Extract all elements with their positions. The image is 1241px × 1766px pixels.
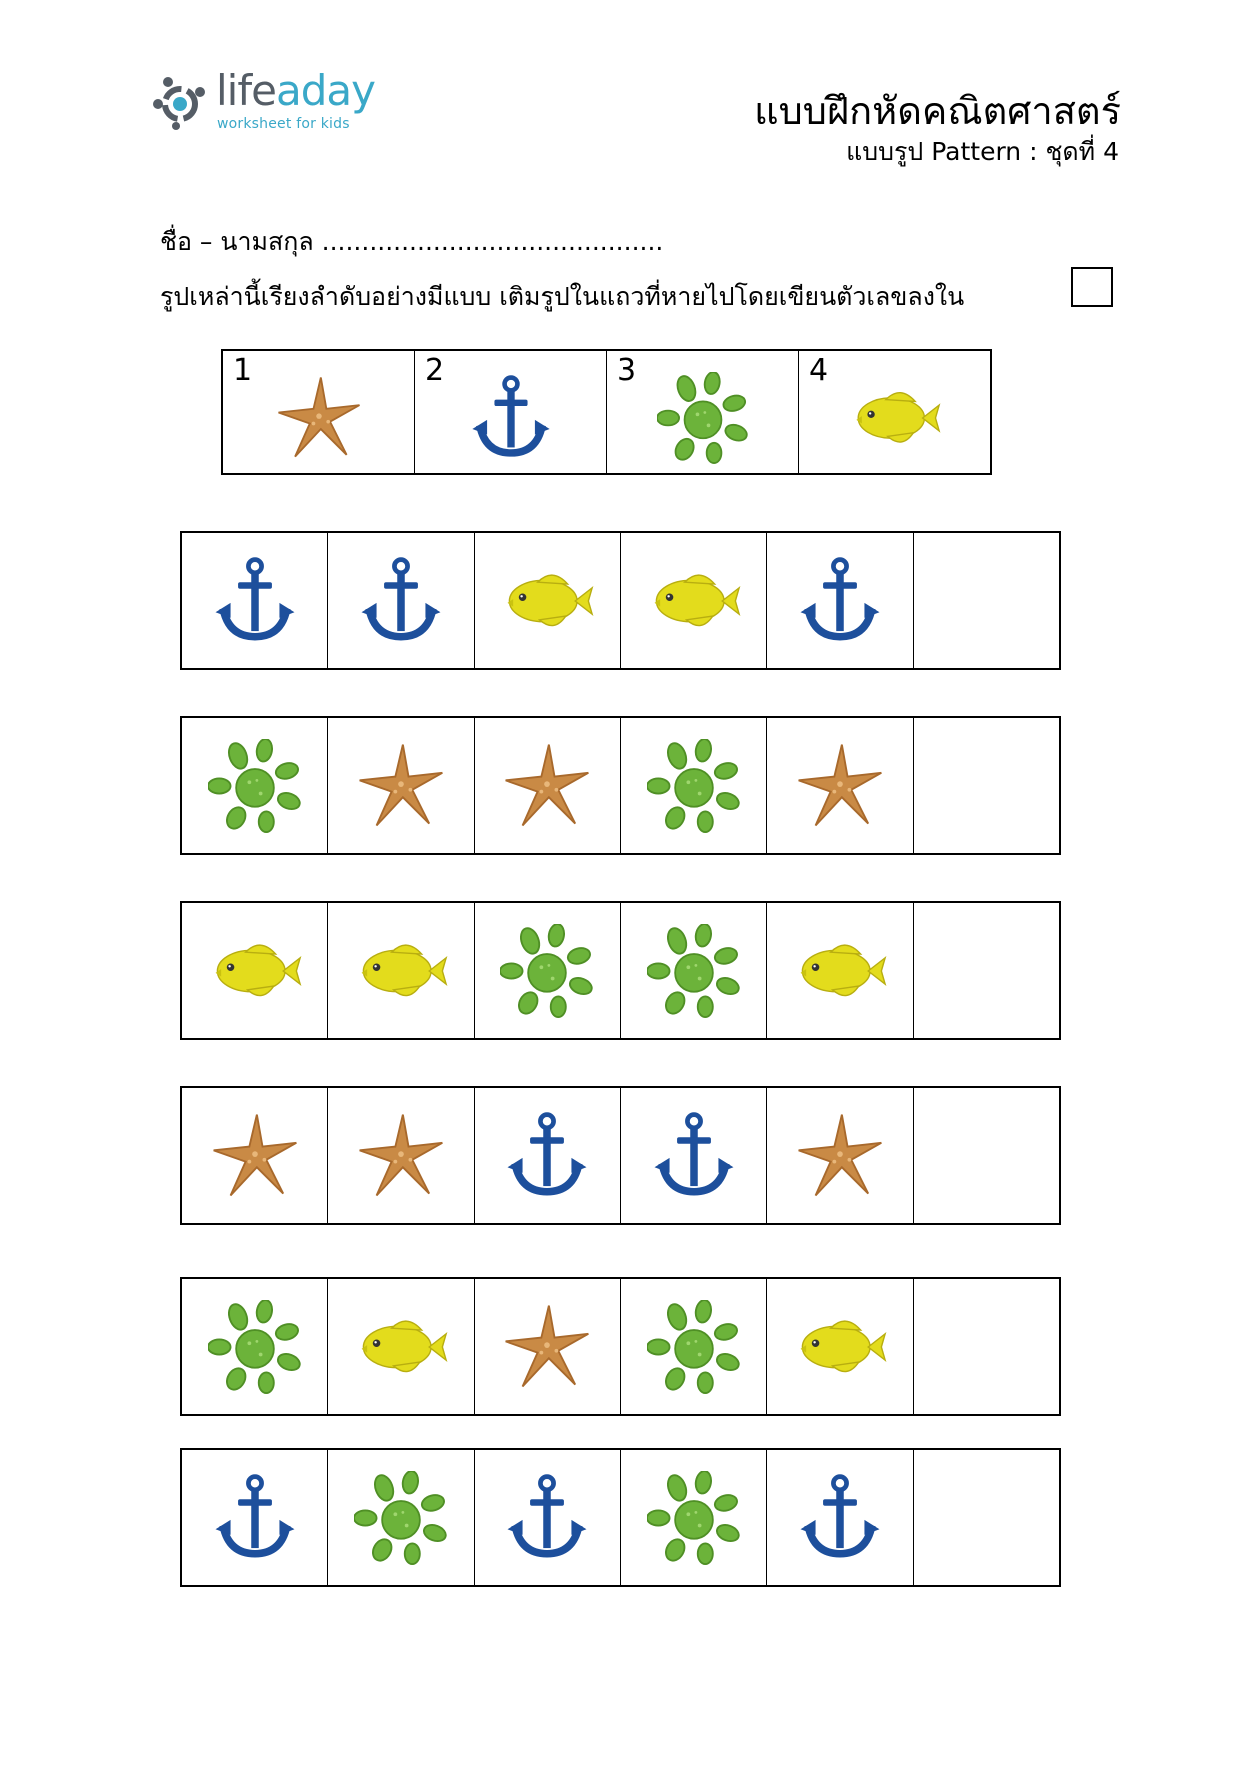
pattern-cell [182,903,328,1038]
pattern-cell [475,1279,621,1414]
starfish-icon [500,739,594,833]
legend-key-table [221,349,992,475]
pattern-row [180,1277,1061,1416]
anchor-icon [793,554,887,648]
pattern-row [180,716,1061,855]
pattern-cell [767,1088,913,1223]
pattern-cell [621,1088,767,1223]
coral-icon [208,1300,302,1394]
pattern-cell [182,1279,328,1414]
pattern-cell [328,1450,474,1585]
pattern-cell [328,903,474,1038]
anchor-icon [465,372,557,464]
anchor-icon [208,1471,302,1565]
pattern-cell [475,718,621,853]
pattern-row [180,1086,1061,1225]
logo-mark-icon [152,72,212,132]
anchor-icon [354,554,448,648]
starfish-icon [793,1109,887,1203]
pattern-cell [475,1088,621,1223]
answer-blank-cell[interactable] [914,533,1059,668]
pattern-cell [328,533,474,668]
coral-icon [647,924,741,1018]
fish-icon [354,1300,448,1394]
coral-icon [500,924,594,1018]
pattern-cell [328,1088,474,1223]
coral-icon [208,739,302,833]
pattern-cell [475,1450,621,1585]
key-number: 1 [233,353,253,388]
pattern-cell [621,533,767,668]
answer-blank-cell[interactable] [914,718,1059,853]
key-cell-1 [223,351,415,473]
starfish-icon [354,739,448,833]
pattern-cell [328,718,474,853]
key-cell-4 [799,351,990,473]
page-subtitle: แบบรูป Pattern : ชุดที่ 4 [846,137,1119,166]
fish-icon [647,554,741,648]
coral-icon [647,1300,741,1394]
pattern-cell [621,718,767,853]
pattern-cell [475,903,621,1038]
starfish-icon [273,372,365,464]
fish-icon [208,924,302,1018]
name-field-line: ชื่อ – นามสกุล ........................................... [160,227,664,256]
page-title: แบบฝึกหัดคณิตศาสตร์ [754,89,1121,133]
pattern-cell [621,1450,767,1585]
anchor-icon [647,1109,741,1203]
anchor-icon [500,1471,594,1565]
logo-wordmark: lifeaday [216,66,375,115]
fish-icon [793,1300,887,1394]
pattern-cell [475,533,621,668]
key-number: 4 [809,353,829,388]
anchor-icon [793,1471,887,1565]
fish-icon [354,924,448,1018]
pattern-cell [621,903,767,1038]
coral-icon [647,739,741,833]
coral-icon [647,1471,741,1565]
pattern-cell [767,533,913,668]
answer-blank-cell[interactable] [914,1279,1059,1414]
logo-tagline: worksheet for kids [217,116,350,132]
instruction-text: รูปเหล่านี้เรียงลำดับอย่างมีแบบ เติมรูปในแถวที่หายไปโดยเขียนตัวเลขลงใน [160,282,965,311]
pattern-cell [621,1279,767,1414]
fish-icon [793,924,887,1018]
starfish-icon [208,1109,302,1203]
answer-blank-cell[interactable] [914,1088,1059,1223]
coral-icon [354,1471,448,1565]
key-cell-2 [415,351,607,473]
pattern-cell [182,1450,328,1585]
answer-blank-cell[interactable] [914,1450,1059,1585]
pattern-cell [182,533,328,668]
key-cell-3 [607,351,799,473]
starfish-icon [793,739,887,833]
pattern-cell [767,1279,913,1414]
starfish-icon [500,1300,594,1394]
pattern-row [180,901,1061,1040]
pattern-row [180,1448,1061,1587]
pattern-cell [328,1279,474,1414]
pattern-cell [182,718,328,853]
coral-icon [657,372,749,464]
fish-icon [849,372,941,464]
pattern-cell [182,1088,328,1223]
lifeaday-logo [152,66,382,140]
pattern-cell [767,718,913,853]
anchor-icon [208,554,302,648]
pattern-row [180,531,1061,670]
answer-blank-cell[interactable] [914,903,1059,1038]
fish-icon [500,554,594,648]
starfish-icon [354,1109,448,1203]
pattern-cell [767,903,913,1038]
answer-checkbox[interactable] [1071,267,1113,307]
key-number: 3 [617,353,637,388]
anchor-icon [500,1109,594,1203]
pattern-cell [767,1450,913,1585]
key-number: 2 [425,353,445,388]
